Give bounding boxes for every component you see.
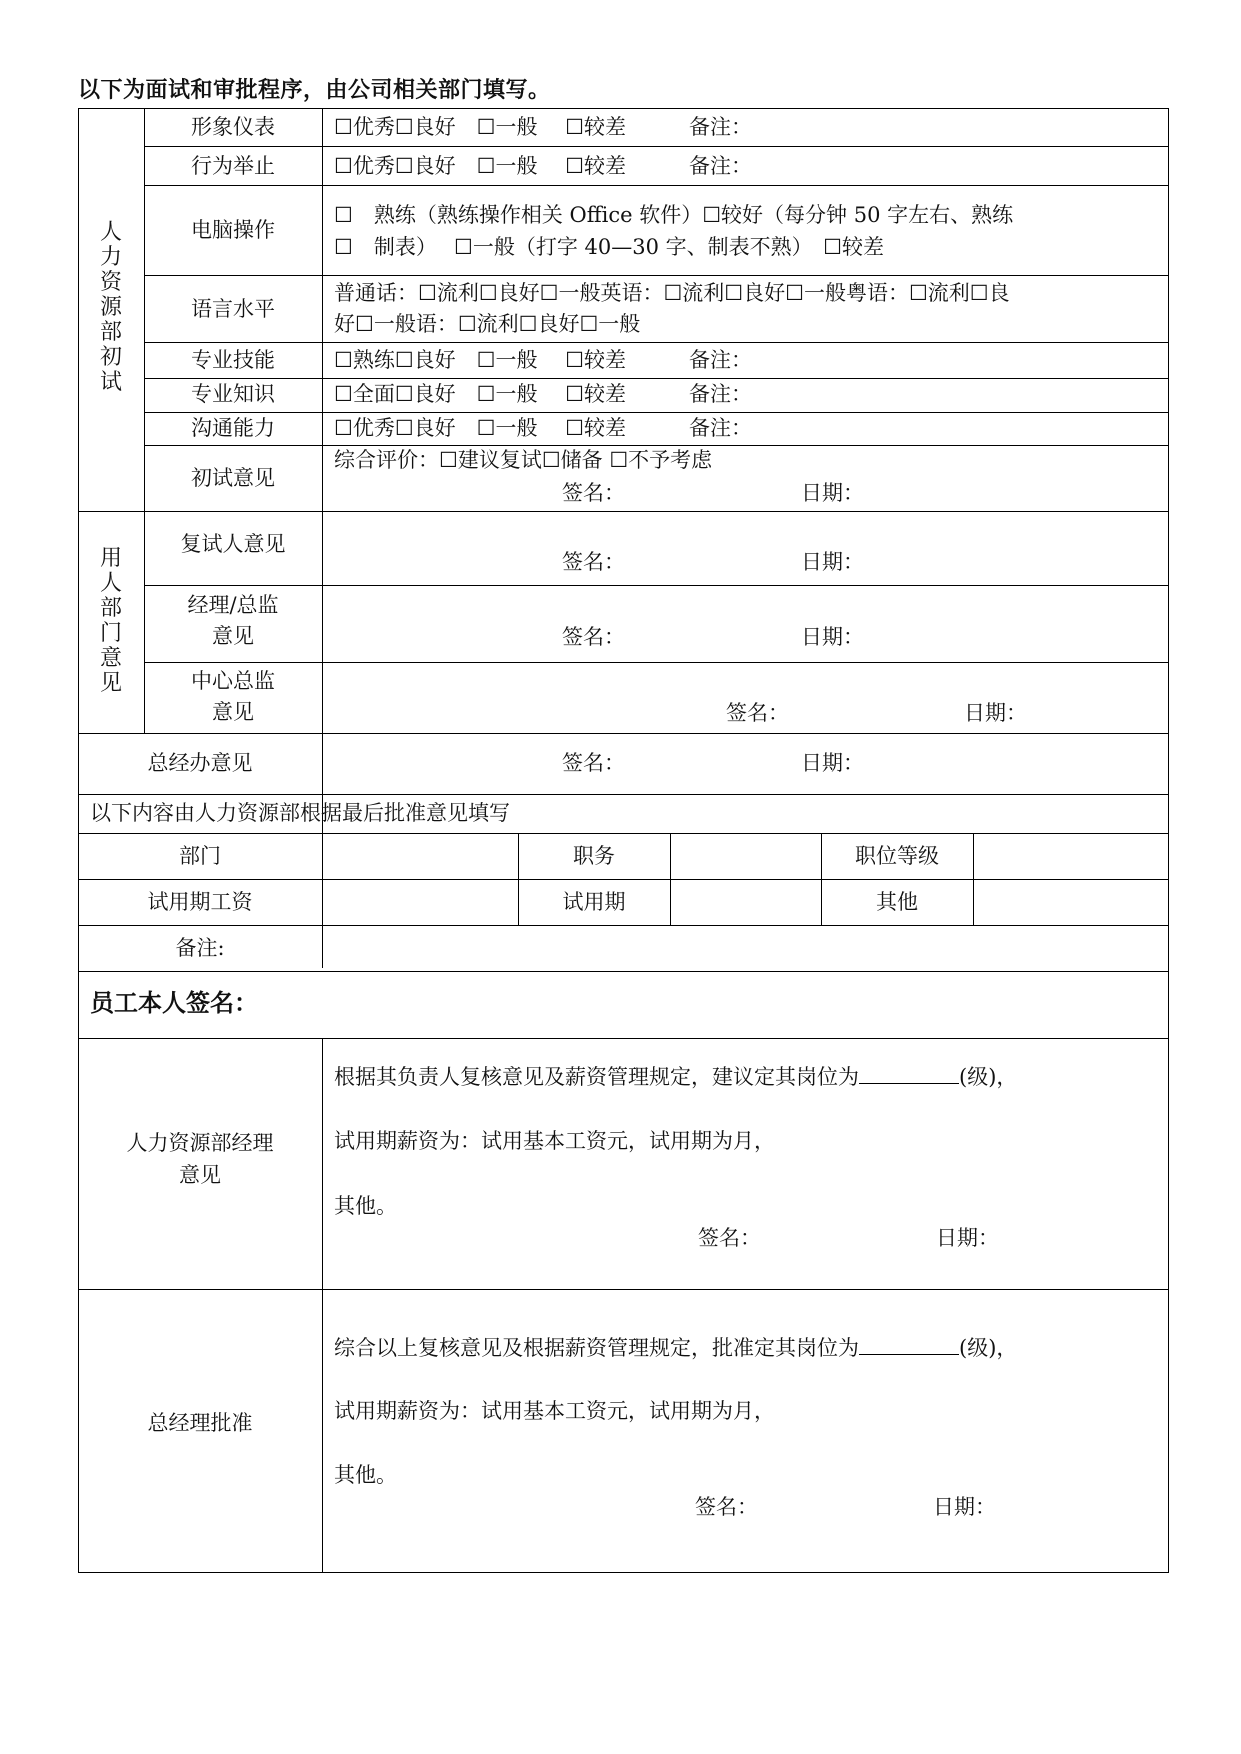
grade-suffix: (级)， xyxy=(959,1065,1018,1089)
label-divider xyxy=(322,108,323,968)
row-label: 经理/总监 xyxy=(187,593,279,617)
sign-label: 签名： xyxy=(562,550,625,574)
field-label: 试用期 xyxy=(562,890,626,914)
row-line xyxy=(144,146,1169,147)
sign-label: 签名： xyxy=(562,625,625,649)
row-label: 人力资源部经理 xyxy=(126,1131,274,1155)
row-line xyxy=(78,794,1169,795)
grade-blank xyxy=(859,1332,959,1355)
row-line xyxy=(78,971,1169,972)
date-label: 日期： xyxy=(964,701,1027,725)
sign-label: 签名： xyxy=(698,1226,761,1250)
date-label: 日期： xyxy=(801,550,864,574)
row-line xyxy=(78,733,1169,734)
row-label: 行为举止 xyxy=(191,154,275,178)
field-label: 职务 xyxy=(573,844,615,868)
gm-approval-line: 其他。 xyxy=(334,1463,397,1487)
hr-opinion-line xyxy=(334,1061,1017,1092)
field-label: 试用期工资 xyxy=(147,890,253,914)
rating-options: 普通话：☐流利☐良好☐一般英语：☐流利☐良好☐一般粤语：☐流利☐良 xyxy=(334,281,1010,305)
date-label: 日期： xyxy=(936,1226,999,1250)
sign-label: 签名： xyxy=(695,1495,758,1519)
table-border xyxy=(78,108,1169,109)
rating-options: ☐优秀☐良好 ☐一般 ☐较差 备注： xyxy=(334,154,752,178)
row-line xyxy=(144,342,1169,343)
label-divider xyxy=(322,1038,323,1573)
hr-opinion-text: 根据其负责人复核意见及薪资管理规定，建议定其岗位为 xyxy=(334,1065,859,1089)
row-label: 意见 xyxy=(212,700,254,724)
rating-options: ☐ 熟练（熟练操作相关 Office 软件）☐较好（每分钟 50 字左右、熟练 xyxy=(334,203,1014,227)
row-line xyxy=(144,585,1169,586)
date-label: 日期： xyxy=(801,481,864,505)
gm-approval-line xyxy=(334,1332,1017,1363)
table-border xyxy=(78,1572,1169,1573)
field-label: 职位等级 xyxy=(855,844,939,868)
sign-label: 签名： xyxy=(562,481,625,505)
hr-opinion-line: 试用期薪资为：试用基本工资元，试用期为月， xyxy=(334,1129,775,1153)
table-border xyxy=(1168,108,1169,1573)
row-line xyxy=(144,662,1169,663)
hr-section-label: 人力资源部初试 xyxy=(99,220,122,395)
row-line xyxy=(78,511,1169,512)
date-label: 日期： xyxy=(801,625,864,649)
row-line xyxy=(78,1289,1169,1290)
row-label: 意见 xyxy=(212,624,254,648)
row-label: 复试人意见 xyxy=(180,532,286,556)
gm-approval-line: 试用期薪资为：试用基本工资元，试用期为月， xyxy=(334,1399,775,1423)
row-line xyxy=(78,925,1169,926)
form-heading: 以下为面试和审批程序，由公司相关部门填写。 xyxy=(78,78,551,103)
row-label: 专业技能 xyxy=(191,348,275,372)
rating-options: 好☐一般语：☐流利☐良好☐一般 xyxy=(334,312,641,336)
row-label: 意见 xyxy=(179,1163,221,1187)
date-label: 日期： xyxy=(933,1495,996,1519)
row-label: 总经理批准 xyxy=(147,1411,253,1435)
rating-options: ☐ 制表） ☐一般（打字 40—30 字、制表不熟） ☐较差 xyxy=(334,235,884,259)
row-label: 总经办意见 xyxy=(147,751,253,775)
grade-blank xyxy=(859,1061,959,1084)
approval-form-table xyxy=(78,108,1169,1573)
dept-section-label: 用人部门意见 xyxy=(99,546,122,696)
field-label: 备注: xyxy=(175,936,225,960)
row-line xyxy=(144,185,1169,186)
employee-signature-label: 员工本人签名： xyxy=(90,989,258,1017)
row-label: 中心总监 xyxy=(191,669,275,693)
date-label: 日期： xyxy=(801,751,864,775)
row-line xyxy=(78,879,1169,880)
sign-label: 签名： xyxy=(562,751,625,775)
gm-approval-text: 综合以上复核意见及根据薪资管理规定，批准定其岗位为 xyxy=(334,1336,859,1360)
field-label: 其他 xyxy=(876,890,918,914)
hr-opinion-line: 其他。 xyxy=(334,1194,397,1218)
row-line xyxy=(78,833,1169,834)
row-label: 电脑操作 xyxy=(191,218,275,242)
rating-options: ☐优秀☐良好 ☐一般 ☐较差 备注： xyxy=(334,115,752,139)
field-label: 部门 xyxy=(179,844,221,868)
row-label: 初试意见 xyxy=(191,466,275,490)
rating-options: ☐全面☐良好 ☐一般 ☐较差 备注： xyxy=(334,382,752,406)
row-line xyxy=(144,275,1169,276)
rating-options: ☐熟练☐良好 ☐一般 ☐较差 备注： xyxy=(334,348,752,372)
grade-suffix: (级)， xyxy=(959,1336,1018,1360)
row-label: 专业知识 xyxy=(191,382,275,406)
row-label: 语言水平 xyxy=(191,297,275,321)
row-label: 形象仪表 xyxy=(191,115,275,139)
final-note: 以下内容由人力资源部根据最后批准意见填写 xyxy=(90,801,510,825)
row-label: 沟通能力 xyxy=(191,416,275,440)
sign-label: 签名： xyxy=(726,701,789,725)
row-line xyxy=(78,1038,1169,1039)
rating-options: ☐优秀☐良好 ☐一般 ☐较差 备注： xyxy=(334,416,752,440)
rating-options: 综合评价：☐建议复试☐储备 ☐不予考虑 xyxy=(334,448,713,472)
